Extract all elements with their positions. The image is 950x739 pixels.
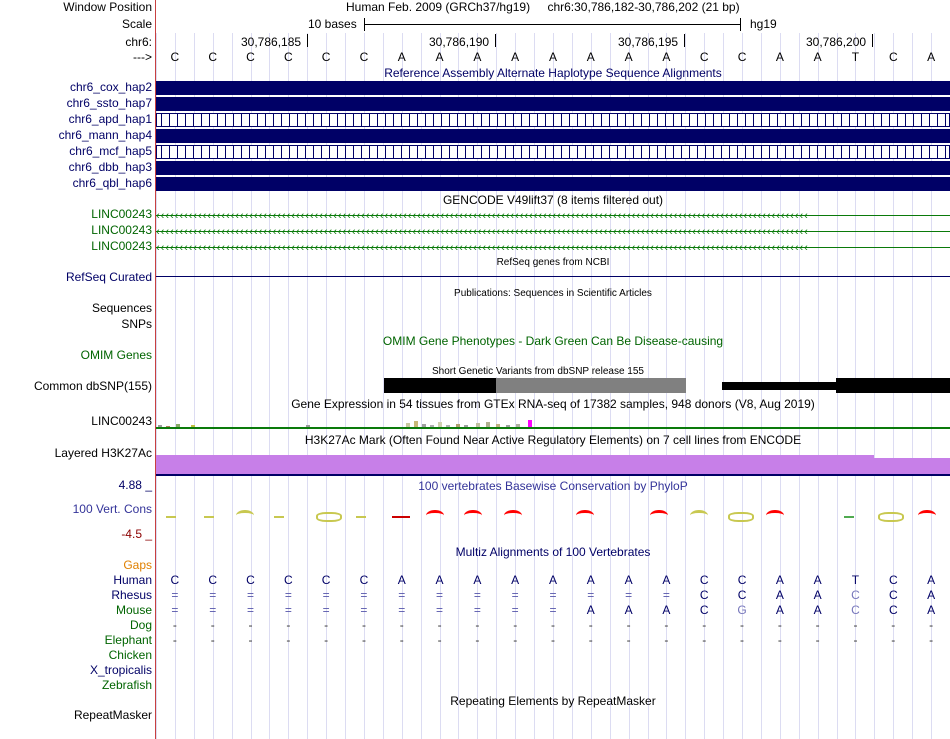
species-label-rhesus[interactable]: Rhesus [111, 588, 152, 602]
reference-base: A [473, 50, 482, 64]
human-base: A [511, 573, 520, 587]
refseq-feature-line[interactable] [156, 276, 950, 277]
dog-base: - [891, 618, 896, 632]
genomic-position: chr6:30,786,182-30,786,202 (21 bp) [547, 0, 740, 14]
species-label-zebrafish[interactable]: Zebrafish [101, 678, 152, 692]
reference-base: C [170, 50, 180, 64]
elephant-base: - [437, 633, 442, 647]
elephant-base: - [853, 633, 858, 647]
human-base: A [813, 573, 822, 587]
assembly-name: Human Feb. 2009 (GRCh37/hg19) [346, 0, 531, 14]
gencode-feature-3[interactable] [156, 242, 950, 254]
h3k27ac-baseline [156, 474, 950, 476]
species-label-human[interactable]: Human [113, 573, 152, 587]
ruler-tick-label-2: 30,786,190 [429, 35, 490, 49]
gtex-title[interactable]: Gene Expression in 54 tissues from GTEx RNA-seq of 17382 samples, 948 donors (V8, Aug 2019) [291, 397, 815, 411]
rhesus-base: C [888, 588, 898, 602]
reference-base: C [246, 50, 255, 64]
human-base: A [927, 573, 936, 587]
track-label-hap2[interactable]: chr6_cox_hap2 [69, 80, 152, 94]
hap7-alignment-bar[interactable] [156, 97, 950, 111]
reference-base: C [888, 50, 898, 64]
elephant-base: - [286, 633, 291, 647]
hap5-alignment-bar[interactable] [156, 145, 950, 159]
elephant-base: - [324, 633, 329, 647]
mouse-base: = [247, 603, 255, 617]
species-label-chicken[interactable]: Chicken [108, 648, 152, 662]
reference-base: T [851, 50, 860, 64]
reference-base: A [927, 50, 936, 64]
rhesus-base: A [813, 588, 822, 602]
refseq-title[interactable]: RefSeq genes from NCBI [496, 257, 610, 268]
phylop-conservation-logo[interactable] [156, 504, 950, 532]
human-base: A [624, 573, 633, 587]
mouse-base: A [586, 603, 595, 617]
dog-base: - [399, 618, 404, 632]
reference-base: A [586, 50, 595, 64]
rhesus-base: = [209, 588, 217, 602]
dog-base: - [172, 618, 177, 632]
phylop-score-glyph [728, 512, 754, 522]
rhesus-base: = [511, 588, 519, 602]
human-base: A [435, 573, 444, 587]
scale-text: 10 bases [308, 17, 357, 31]
track-label-gaps[interactable]: Gaps [123, 558, 152, 572]
chr-label: chr6: [125, 35, 152, 49]
human-base: C [283, 573, 293, 587]
ruler-tick-label-4: 30,786,200 [806, 35, 867, 49]
rhesus-base: A [927, 588, 936, 602]
ruler-tick-3 [684, 34, 685, 47]
dog-base: - [588, 618, 593, 632]
mouse-base: = [549, 603, 557, 617]
elephant-base: - [361, 633, 366, 647]
reference-base: C [208, 50, 218, 64]
phylop-score-glyph [316, 512, 342, 522]
track-label-hap3[interactable]: chr6_dbb_hap3 [68, 160, 152, 174]
track-labels-panel [0, 0, 155, 739]
human-base: C [170, 573, 180, 587]
phylop-score-glyph [166, 516, 176, 518]
window-position-label: Window Position [63, 0, 152, 14]
track-label-sequences[interactable]: Sequences [91, 301, 152, 315]
rhesus-base: = [171, 588, 179, 602]
elephant-base: - [588, 633, 593, 647]
mouse-base: = [473, 603, 481, 617]
species-label-dog[interactable]: Dog [129, 618, 152, 632]
alignment-row-rhesus[interactable] [156, 588, 950, 603]
rhesus-base: = [398, 588, 406, 602]
human-base: C [699, 573, 709, 587]
phylop-score-glyph [576, 510, 594, 521]
human-base: A [775, 573, 784, 587]
elephant-base: - [248, 633, 253, 647]
reference-base: A [397, 50, 406, 64]
dog-base: - [815, 618, 820, 632]
h3k27ac-title[interactable]: H3K27Ac Mark (Often Found Near Active Regulatory Elements) on 7 cell lines from ENCODE [304, 433, 802, 447]
gtex-tissue-bar[interactable] [528, 420, 532, 427]
rhesus-base: = [625, 588, 633, 602]
dog-base: - [248, 618, 253, 632]
mouse-base: C [851, 603, 860, 617]
cons-max-value: 4.88 _ [118, 478, 152, 492]
alignment-row-mouse[interactable] [156, 603, 950, 618]
scale-bar [364, 24, 740, 25]
mouse-base: A [813, 603, 822, 617]
h3k27ac-signal-1[interactable] [156, 455, 874, 474]
ruler-tick-4 [872, 34, 873, 47]
mouse-base: A [662, 603, 671, 617]
scale-label: Scale [121, 17, 152, 31]
ruler-tick-label-1: 30,786,185 [241, 35, 302, 49]
human-base: A [473, 573, 482, 587]
reference-base: A [548, 50, 557, 64]
ruler-tick-label-3: 30,786,195 [618, 35, 679, 49]
rhesus-base: = [247, 588, 255, 602]
minus-strand-arrows: ‹‹‹‹‹‹‹‹‹‹‹‹‹‹‹‹‹‹‹‹‹‹‹‹‹‹‹‹‹‹‹‹‹‹‹‹‹‹‹‹‹‹‹‹‹‹‹‹‹‹‹‹‹‹‹‹‹‹‹‹‹‹‹‹‹‹‹‹‹‹‹‹‹‹‹‹‹‹‹‹‹‹‹‹‹‹‹‹‹‹‹‹‹‹‹‹‹‹‹‹‹‹‹‹‹‹‹‹‹‹‹‹‹‹‹‹‹‹‹‹‹‹‹‹‹‹‹‹‹‹‹‹‹‹‹‹‹‹‹‹ [156, 242, 809, 254]
ruler-tick-2 [495, 34, 496, 47]
species-label-elephant[interactable]: Elephant [104, 633, 152, 647]
rhesus-base: = [587, 588, 595, 602]
mouse-base: = [398, 603, 406, 617]
track-label-gencode-2[interactable]: LINC00243 [91, 223, 152, 237]
phylop-score-glyph [690, 510, 708, 521]
mouse-base: = [171, 603, 179, 617]
gencode-title[interactable]: GENCODE V49lift37 (8 items filtered out) [442, 193, 664, 207]
human-base: C [208, 573, 218, 587]
mouse-base: A [624, 603, 633, 617]
hap4-alignment-bar[interactable] [156, 129, 950, 143]
phylop-score-glyph [464, 510, 482, 521]
scale-bar-left-tick [364, 18, 365, 31]
track-label-dbsnp[interactable]: Common dbSNP(155) [33, 379, 152, 393]
elephant-base: - [777, 633, 782, 647]
rhesus-base: = [549, 588, 557, 602]
rhesus-base: = [436, 588, 444, 602]
human-base: A [662, 573, 671, 587]
alignment-row-elephant[interactable] [156, 633, 950, 648]
phylop-score-glyph [426, 510, 444, 521]
ruler-tick-1 [307, 34, 308, 47]
elephant-base: - [210, 633, 215, 647]
track-label-cons[interactable]: 100 Vert. Cons [72, 502, 152, 516]
dog-base: - [853, 618, 858, 632]
elephant-base: - [702, 633, 707, 647]
elephant-base: - [172, 633, 177, 647]
reference-base: A [775, 50, 784, 64]
h3k27ac-signal-2[interactable] [874, 458, 950, 474]
track-label-hap4[interactable]: chr6_mann_hap4 [58, 128, 152, 142]
elephant-base: - [626, 633, 631, 647]
repeatmasker-title[interactable]: Repeating Elements by RepeatMasker [450, 694, 656, 708]
rhesus-base: C [699, 588, 709, 602]
elephant-base: - [475, 633, 480, 647]
rhesus-base: = [360, 588, 368, 602]
phylop-score-glyph [844, 516, 854, 518]
minus-strand-arrows: ‹‹‹‹‹‹‹‹‹‹‹‹‹‹‹‹‹‹‹‹‹‹‹‹‹‹‹‹‹‹‹‹‹‹‹‹‹‹‹‹‹‹‹‹‹‹‹‹‹‹‹‹‹‹‹‹‹‹‹‹‹‹‹‹‹‹‹‹‹‹‹‹‹‹‹‹‹‹‹‹‹‹‹‹‹‹‹‹‹‹‹‹‹‹‹‹‹‹‹‹‹‹‹‹‹‹‹‹‹‹‹‹‹‹‹‹‹‹‹‹‹‹‹‹‹‹‹‹‹‹‹‹‹‹‹‹‹‹‹‹ [156, 226, 809, 238]
species-label-xtropicalis[interactable]: X_tropicalis [89, 663, 152, 677]
track-label-gencode-3[interactable]: LINC00243 [91, 239, 152, 253]
scale-db: hg19 [750, 17, 777, 31]
mouse-base: C [699, 603, 709, 617]
rhesus-base: A [775, 588, 784, 602]
track-label-hap6[interactable]: chr6_qbl_hap6 [72, 176, 152, 190]
dbsnp-feature-3[interactable] [722, 382, 836, 390]
elephant-base: - [513, 633, 518, 647]
mouse-base: C [888, 603, 898, 617]
dog-base: - [286, 618, 291, 632]
reference-base: A [813, 50, 822, 64]
phylop-score-glyph [918, 510, 936, 521]
dog-base: - [626, 618, 631, 632]
phylop-score-glyph [236, 510, 254, 521]
phylop-title[interactable]: 100 vertebrates Basewise Conservation by PhyloP [418, 479, 688, 493]
reference-base: C [737, 50, 747, 64]
rhesus-base: C [737, 588, 747, 602]
track-label-hap1[interactable]: chr6_apd_hap1 [68, 112, 152, 126]
human-base: A [548, 573, 557, 587]
dog-base: - [929, 618, 934, 632]
gtex-expression-bars[interactable] [156, 412, 950, 428]
reference-base: C [699, 50, 709, 64]
phylop-score-glyph [766, 510, 784, 521]
hap1-alignment-bar[interactable] [156, 113, 950, 127]
mouse-base: = [511, 603, 519, 617]
scale-bar-right-tick [740, 18, 741, 31]
window-position-text [346, 0, 740, 14]
track-label-hap7[interactable]: chr6_ssto_hap7 [66, 96, 152, 110]
elephant-base: - [891, 633, 896, 647]
dog-base: - [324, 618, 329, 632]
mouse-base: A [775, 603, 784, 617]
reference-base: A [624, 50, 633, 64]
dbsnp-title[interactable]: Short Genetic Variants from dbSNP release 155 [428, 366, 648, 377]
human-base: C [321, 573, 331, 587]
dog-base: - [777, 618, 782, 632]
dog-base: - [210, 618, 215, 632]
multiz-title[interactable]: Multiz Alignments of 100 Vertebrates [455, 545, 651, 559]
rhesus-base: C [851, 588, 860, 602]
human-base: A [586, 573, 595, 587]
reference-base: C [321, 50, 331, 64]
dbsnp-feature-deletion-2[interactable] [496, 378, 686, 393]
alignment-row-dog[interactable] [156, 618, 950, 633]
human-base: T [851, 573, 860, 587]
rhesus-base: = [473, 588, 481, 602]
mouse-base: A [927, 603, 936, 617]
dog-base: - [551, 618, 555, 632]
track-label-gencode-1[interactable]: LINC00243 [91, 207, 152, 221]
alt-haplotypes-title[interactable]: Reference Assembly Alternate Haplotype Sequence Alignments [384, 66, 722, 80]
rhesus-base: = [662, 588, 670, 602]
human-base: C [246, 573, 255, 587]
cons-min-value: -4.5 _ [121, 527, 152, 541]
hap2-alignment-bar[interactable] [156, 81, 950, 95]
human-base: A [397, 573, 406, 587]
track-label-omim[interactable]: OMIM Genes [80, 348, 152, 362]
reference-sequence-row [156, 50, 950, 65]
elephant-base: - [399, 633, 404, 647]
gencode-feature-2[interactable] [156, 226, 950, 238]
reference-base: C [359, 50, 369, 64]
track-display-panel[interactable] [156, 0, 950, 739]
dbsnp-feature-4[interactable] [836, 378, 950, 393]
phylop-score-glyph [504, 510, 522, 521]
mouse-base: = [436, 603, 444, 617]
dog-base: - [361, 618, 366, 632]
elephant-base: - [740, 633, 745, 647]
mouse-base: = [322, 603, 330, 617]
rhesus-base: = [322, 588, 330, 602]
mouse-base: G [737, 603, 747, 617]
hap3-alignment-bar[interactable] [156, 161, 950, 175]
elephant-base: - [815, 633, 820, 647]
phylop-score-glyph [204, 516, 214, 518]
gtex-gene-line[interactable] [156, 427, 950, 429]
dog-base: - [437, 618, 442, 632]
mouse-base: = [284, 603, 292, 617]
hap6-alignment-bar[interactable] [156, 177, 950, 191]
phylop-score-glyph [274, 516, 284, 518]
reference-base: C [283, 50, 293, 64]
minus-strand-arrows: ‹‹‹‹‹‹‹‹‹‹‹‹‹‹‹‹‹‹‹‹‹‹‹‹‹‹‹‹‹‹‹‹‹‹‹‹‹‹‹‹‹‹‹‹‹‹‹‹‹‹‹‹‹‹‹‹‹‹‹‹‹‹‹‹‹‹‹‹‹‹‹‹‹‹‹‹‹‹‹‹‹‹‹‹‹‹‹‹‹‹‹‹‹‹‹‹‹‹‹‹‹‹‹‹‹‹‹‹‹‹‹‹‹‹‹‹‹‹‹‹‹‹‹‹‹‹‹‹‹‹‹‹‹‹‹‹‹‹‹‹ [156, 210, 809, 222]
elephant-base: - [929, 633, 934, 647]
dog-base: - [475, 618, 480, 632]
dog-base: - [664, 618, 669, 632]
omim-title[interactable]: OMIM Gene Phenotypes - Dark Green Can Be Disease-causing [382, 334, 724, 348]
rhesus-base: = [284, 588, 292, 602]
elephant-base: - [551, 633, 555, 647]
track-label-gtex[interactable]: LINC00243 [91, 414, 152, 428]
species-label-mouse[interactable]: Mouse [115, 603, 152, 617]
alignment-row-human[interactable] [156, 573, 950, 588]
track-label-repeatmasker[interactable]: RepeatMasker [73, 708, 152, 722]
track-label-h3k27ac[interactable]: Layered H3K27Ac [54, 446, 152, 460]
track-label-refseq[interactable]: RefSeq Curated [65, 270, 152, 284]
human-base: C [888, 573, 898, 587]
dog-base: - [513, 618, 518, 632]
mouse-base: = [360, 603, 368, 617]
reference-base: A [662, 50, 671, 64]
mouse-base: = [209, 603, 217, 617]
dog-base: - [702, 618, 707, 632]
dog-base: - [740, 618, 745, 632]
track-label-hap5[interactable]: chr6_mcf_hap5 [69, 144, 152, 158]
human-base: C [737, 573, 747, 587]
reference-base: A [435, 50, 444, 64]
gencode-feature-1[interactable] [156, 210, 950, 222]
phylop-score-glyph [392, 516, 410, 518]
human-base: C [359, 573, 369, 587]
track-label-snps[interactable]: SNPs [121, 317, 152, 331]
phylop-score-glyph [356, 516, 366, 518]
reference-base: A [511, 50, 520, 64]
strand-arrow-label: ---> [133, 50, 152, 64]
elephant-base: - [664, 633, 669, 647]
phylop-score-glyph [878, 512, 904, 522]
publications-title[interactable]: Publications: Sequences in Scientific Articles [454, 288, 652, 299]
phylop-score-glyph [650, 510, 668, 521]
